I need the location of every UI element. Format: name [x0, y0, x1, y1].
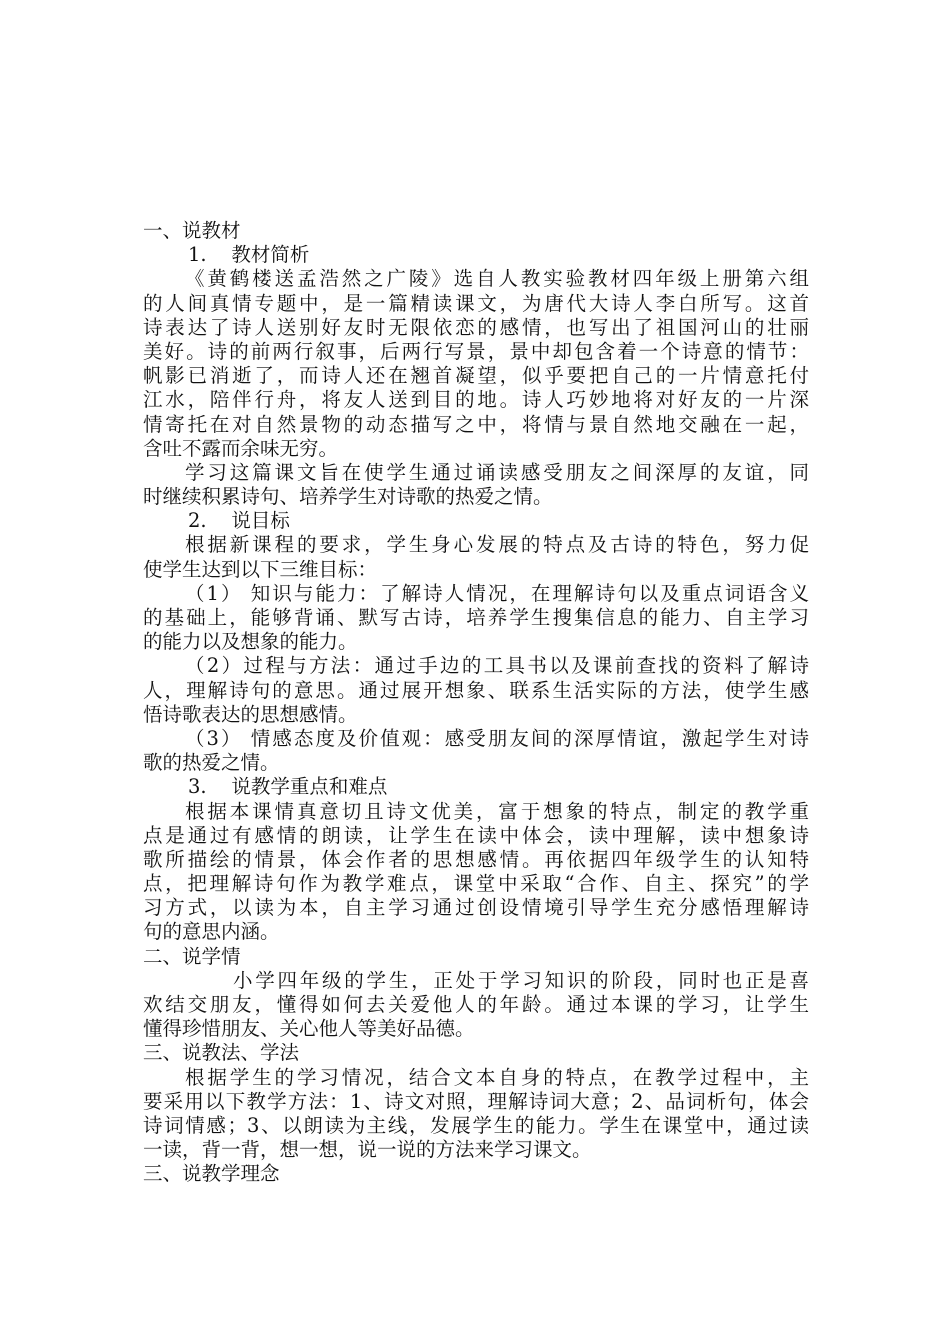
text-line: 的能力以及想象的能力。 [143, 630, 358, 654]
text-line: 一读，背一背，想一想，说一说的方法来学习课文。 [143, 1138, 592, 1162]
text-line: 点是通过有感情的朗读，让学生在读中体会，读中理解，读中想象诗 [143, 823, 809, 847]
text-line: 习方式，以读为本，自主学习通过创设情境引导学生充分感悟理解诗 [143, 896, 809, 920]
text-line: 情寄托在对自然景物的动态描写之中，将情与景自然地交融在一起， [143, 412, 809, 436]
text-line: 含吐不露而余味无穷。 [143, 436, 339, 460]
text-line: 根据新课程的要求，学生身心发展的特点及古诗的特色，努力促 [185, 533, 809, 557]
text-line: 使学生达到以下三维目标： [143, 557, 378, 581]
text-line: 诗表达了诗人送别好友时无限依恋的感情，也写出了祖国河山的壮丽 [143, 315, 809, 339]
text-line: 诗词情感；3、以朗读为主线，发展学生的能力。学生在课堂中，通过读 [143, 1113, 809, 1137]
text-line: （3） 情感态度及价值观：感受朋友间的深厚情谊，激起学生对诗 [185, 726, 809, 750]
text-line: 要采用以下教学方法：1、诗文对照，理解诗词大意；2、品词析句，体会 [143, 1089, 809, 1113]
text-line: 《黄鹤楼送孟浩然之广陵》选自人教实验教材四年级上册第六组 [185, 267, 809, 291]
text-line: 根据本课情真意切且诗文优美，富于想象的特点，制定的教学重 [185, 799, 809, 823]
text-line: 人，理解诗句的意思。通过展开想象、联系生活实际的方法，使学生感 [143, 678, 809, 702]
text-line: 时继续积累诗句、培养学生对诗歌的热爱之情。 [143, 485, 553, 509]
text-line: 小学四年级的学生，正处于学习知识的阶段，同时也正是喜 [233, 968, 809, 992]
text-line: （2）过程与方法：通过手边的工具书以及课前查找的资料了解诗 [185, 654, 809, 678]
section-heading: 一、说教材 [143, 219, 241, 242]
text-line: 欢结交朋友，懂得如何去关爱他人的年龄。通过本课的学习，让学生 [143, 993, 809, 1016]
text-line: 的基础上，能够背诵、默写古诗，培养学生搜集信息的能力、自主学习 [143, 606, 809, 629]
text-line: 根据学生的学习情况，结合文本自身的特点，在教学过程中，主 [185, 1065, 809, 1089]
document-body [143, 219, 809, 1187]
section-heading: 三、说教法、学法 [143, 1041, 300, 1065]
text-line: 歌所描绘的情景，体会作者的思想感情。再依据四年级学生的认知特 [143, 847, 809, 871]
text-line: 懂得珍惜朋友、关心他人等美好品德。 [143, 1017, 475, 1041]
subsection-heading: 2. 说目标 [188, 509, 290, 533]
text-line: 江水，陪伴行舟，将友人送到目的地。诗人巧妙地将对好友的一片深 [143, 388, 809, 412]
text-line: 悟诗歌表达的思想感情。 [143, 702, 358, 726]
text-line: 美好。诗的前两行叙事，后两行写景，景中却包含着一个诗意的情节： [143, 339, 809, 363]
section-heading: 三、说教学理念 [143, 1162, 280, 1186]
section-heading: 二、说学情 [143, 944, 241, 968]
text-line: （1） 知识与能力：了解诗人情况，在理解诗句以及重点词语含义 [185, 581, 809, 605]
text-line: 歌的热爱之情。 [143, 751, 280, 775]
text-line: 学习这篇课文旨在使学生通过诵读感受朋友之间深厚的友谊，同 [185, 460, 809, 484]
text-line: 句的意思内涵。 [143, 920, 280, 944]
text-line: 的人间真情专题中，是一篇精读课文，为唐代大诗人李白所写。这首 [143, 291, 809, 315]
text-line: 帆影已消逝了，而诗人还在翘首凝望，似乎要把自己的一片情意托付 [143, 364, 809, 388]
subsection-heading: 1. 教材简析 [188, 243, 310, 267]
text-line: 点，把理解诗句作为教学难点，课堂中采取“合作、自主、探究”的学 [143, 872, 809, 896]
subsection-heading: 3. 说教学重点和难点 [188, 775, 388, 799]
